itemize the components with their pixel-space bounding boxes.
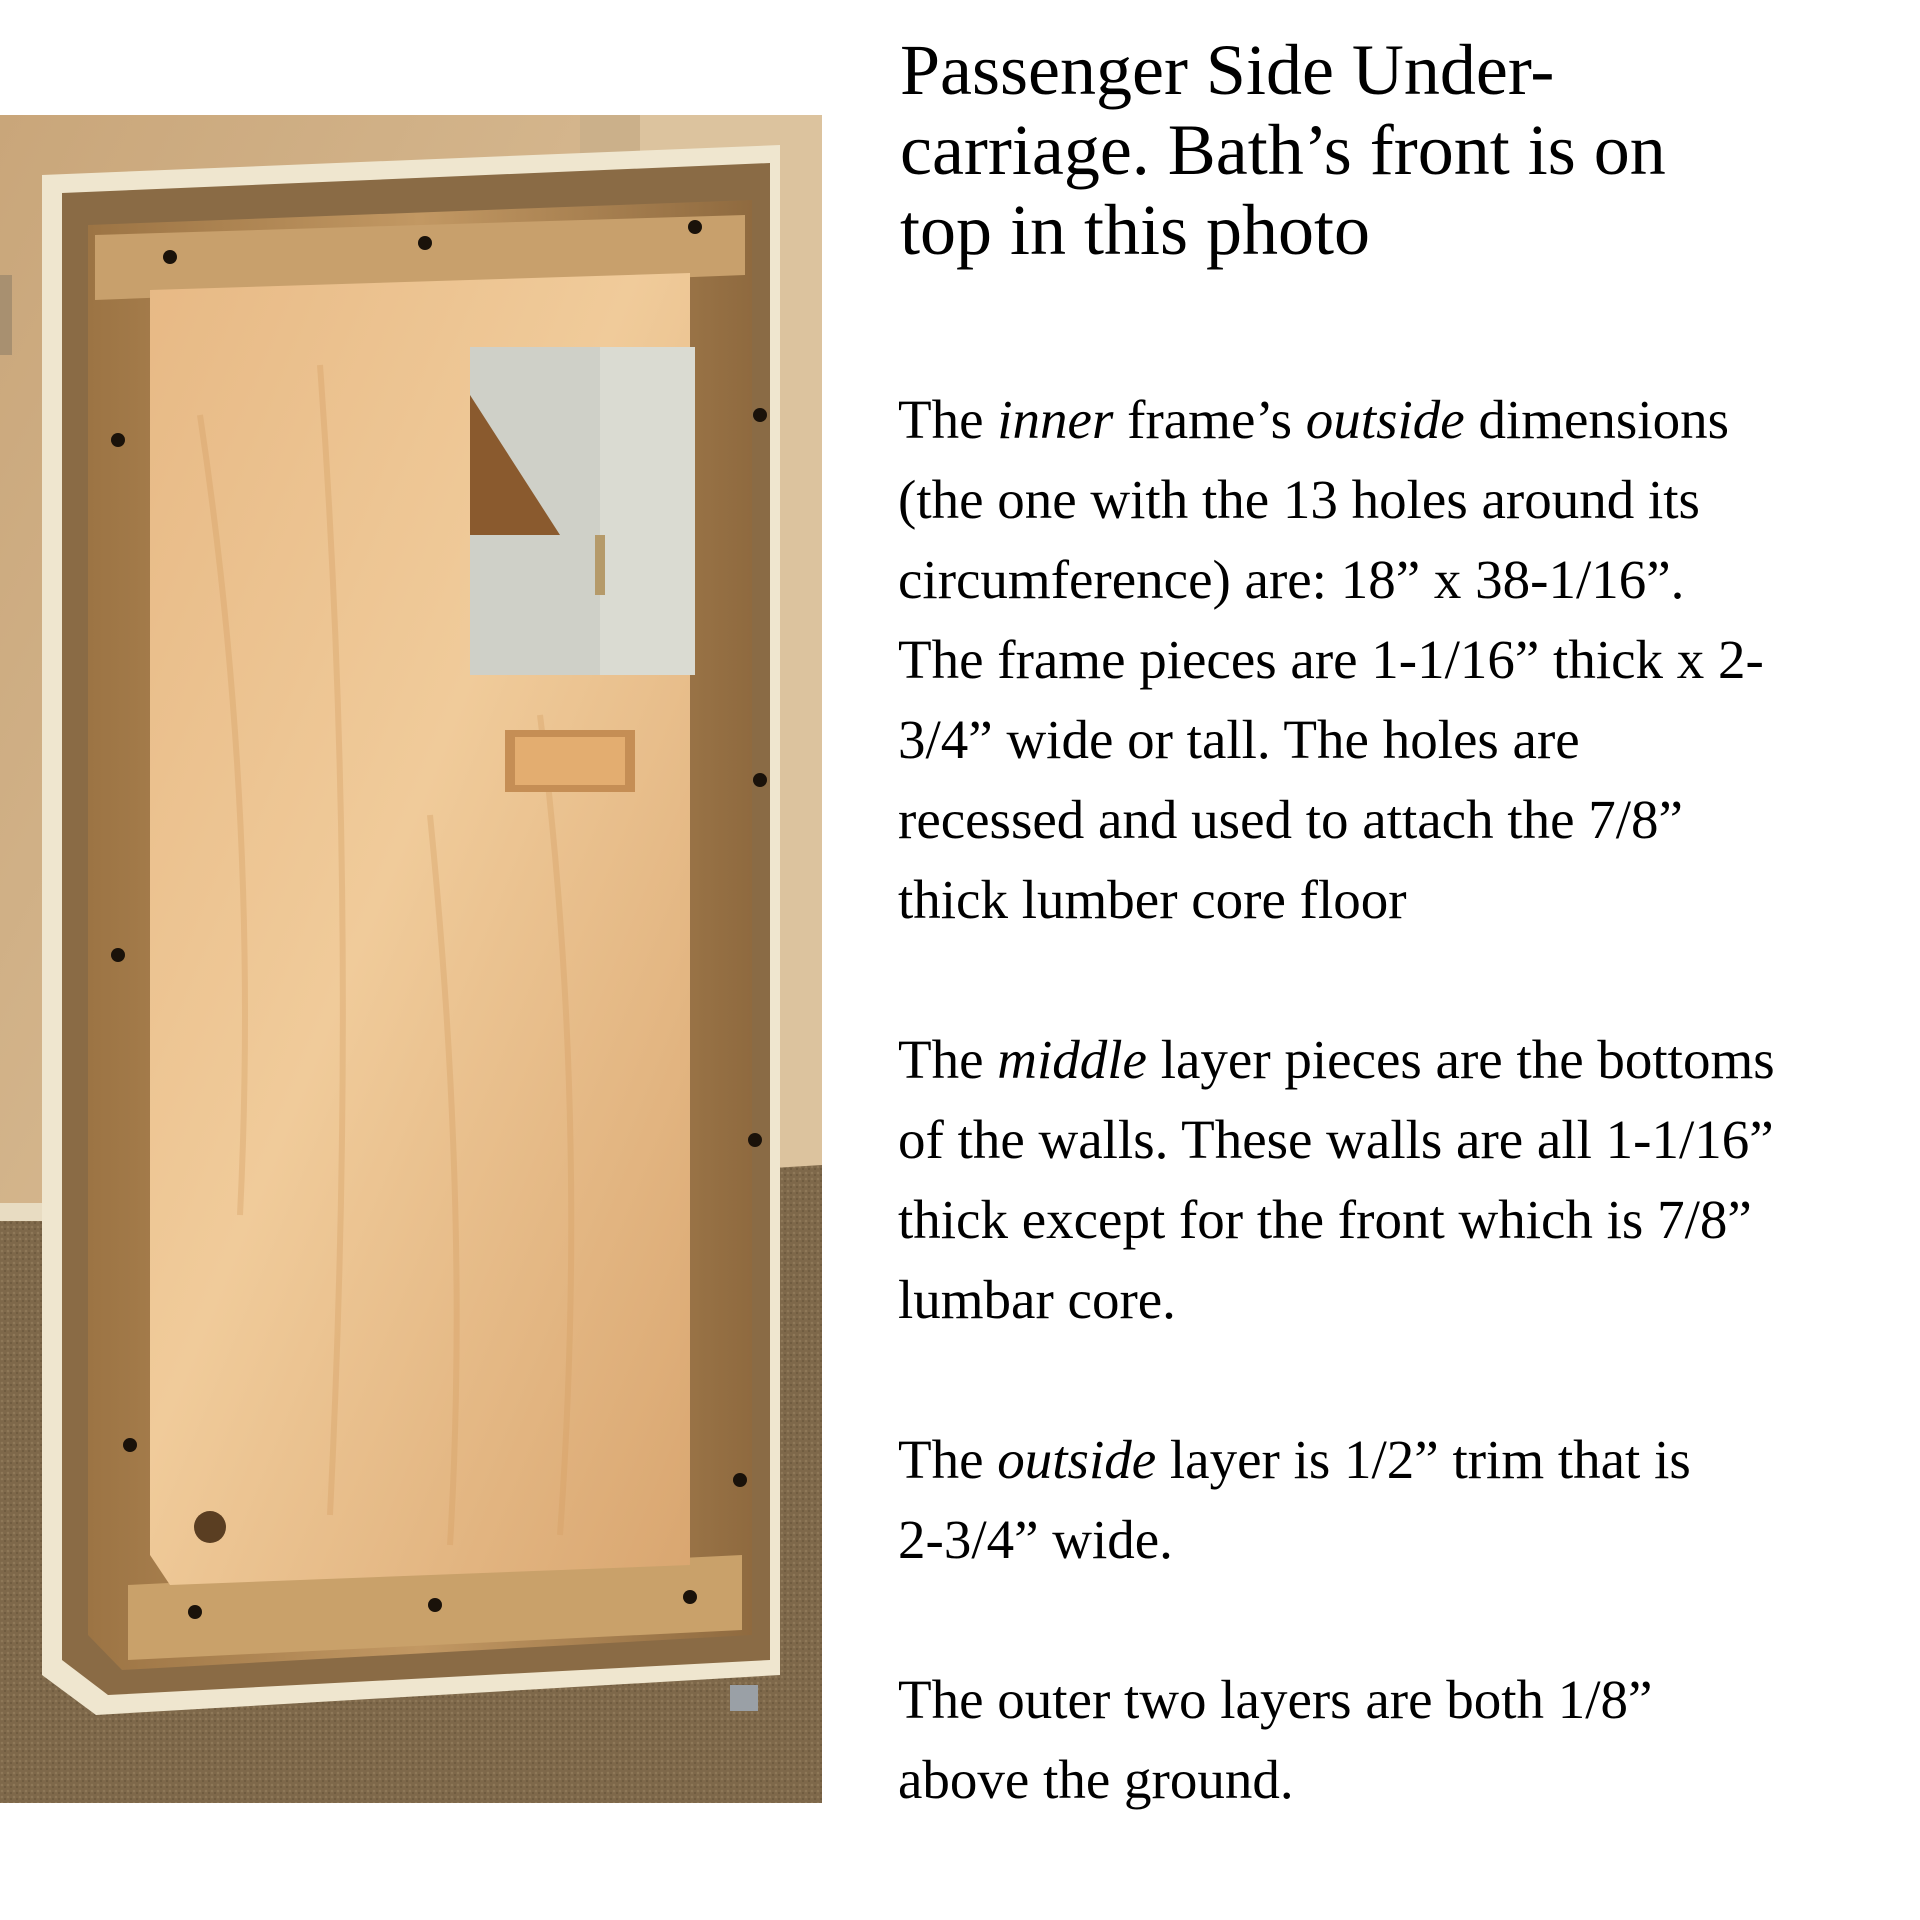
corner-bracket bbox=[730, 1685, 758, 1711]
middle-layer-paragraph bbox=[898, 1020, 1913, 1340]
hole bbox=[683, 1590, 697, 1604]
text-span: The bbox=[898, 1429, 998, 1490]
hole bbox=[733, 1473, 747, 1487]
text-span: frame’s bbox=[1113, 389, 1306, 450]
hole bbox=[688, 220, 702, 234]
text-span: layer is 1/2” trim that is 2-3/4” wide. bbox=[898, 1429, 1691, 1570]
text-span: layer pieces are the bottoms of the walls. These walls are all 1-1/16” thick except for the front which is 7/8” lumbar core. bbox=[898, 1029, 1775, 1330]
text-span: The outer two layers are both 1/8” above the ground. bbox=[898, 1669, 1653, 1810]
text-span: The bbox=[898, 389, 998, 450]
text-span: The bbox=[898, 1029, 998, 1090]
hole bbox=[753, 408, 767, 422]
page-title: Passenger Side Under- carriage. Bath’s front is on top in this photo bbox=[900, 30, 1666, 270]
hole bbox=[123, 1438, 137, 1452]
hole bbox=[418, 236, 432, 250]
hole bbox=[428, 1598, 442, 1612]
hole bbox=[753, 773, 767, 787]
hole bbox=[748, 1133, 762, 1147]
hole bbox=[163, 250, 177, 264]
cutout-door-panel bbox=[600, 347, 695, 675]
wood-knot bbox=[194, 1511, 226, 1543]
hole bbox=[111, 433, 125, 447]
inner-frame-paragraph bbox=[898, 380, 1913, 940]
door-hinge bbox=[595, 535, 605, 595]
outside-layer-paragraph bbox=[898, 1420, 1913, 1580]
text-span: dimensions (the one with the 13 holes around its circumference) are: 18” x 38-1/16”. The frame pieces are 1-1/16” thick x 2- 3/4” wide or tall. The holes are recessed and used to attach the 7/8” thick lumber core floor bbox=[898, 389, 1764, 930]
emphasis-outside: outside bbox=[1305, 389, 1465, 450]
emphasis-middle: middle bbox=[997, 1029, 1147, 1090]
emphasis-outside: outside bbox=[997, 1429, 1157, 1490]
wall-plate bbox=[0, 275, 12, 355]
hole bbox=[111, 948, 125, 962]
wood-block-face bbox=[515, 737, 625, 785]
hole bbox=[188, 1605, 202, 1619]
outer-layers-paragraph bbox=[898, 1660, 1913, 1820]
undercarriage-photo bbox=[0, 115, 822, 1803]
emphasis-inner: inner bbox=[997, 389, 1114, 450]
